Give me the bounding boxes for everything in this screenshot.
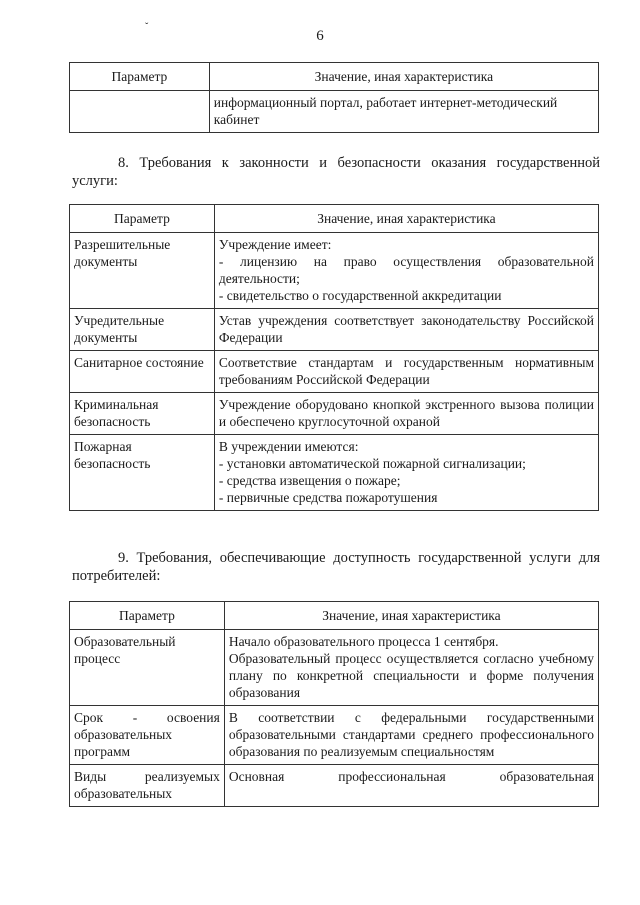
table-header-row xyxy=(70,205,599,233)
value-cell: В соответствии с федеральными государственными образовательными стандартами среднего профессионального образования по реализуемым специальностям xyxy=(224,706,598,765)
continuation-table xyxy=(69,62,599,133)
param-cell: Срок - освоения образовательных программ xyxy=(70,706,225,765)
page-number: 6 xyxy=(316,28,324,44)
table-header-row xyxy=(70,63,599,91)
param-cell xyxy=(70,91,210,133)
table-row xyxy=(70,91,599,133)
value-cell xyxy=(214,435,598,511)
param-cell: Учредительные документы xyxy=(70,309,215,351)
param-cell: Пожарная безопасность xyxy=(70,435,215,511)
table-row xyxy=(70,435,599,511)
header-param: Параметр xyxy=(70,63,210,91)
table-row xyxy=(70,765,599,807)
param-cell: Виды реализуемых образовательных xyxy=(70,765,225,807)
value-cell xyxy=(209,91,598,133)
header-param: Параметр xyxy=(70,205,215,233)
value-cell xyxy=(224,630,598,706)
header-value: Значение, иная характеристика xyxy=(214,205,598,233)
value-line: Учреждение имеет: xyxy=(218,237,332,252)
header-param: Параметр xyxy=(70,602,225,630)
value-line: - свидетельство о государственной аккредитации xyxy=(218,288,502,303)
table-row xyxy=(70,706,599,765)
value-line: - первичные средства пожаротушения xyxy=(218,490,438,505)
table-row xyxy=(70,309,599,351)
value-line: В учреждении имеются: xyxy=(218,439,359,454)
value-line: - установки автоматической пожарной сигнализации; xyxy=(218,456,526,471)
value-cell xyxy=(214,233,598,309)
value-line: Начало образовательного процесса 1 сентября. xyxy=(228,634,499,649)
table-row xyxy=(70,233,599,309)
value-cell: Устав учреждения соответствует законодательству Российской Федерации xyxy=(214,309,598,351)
value-line: кабинет xyxy=(213,112,260,127)
value-line: - лицензию на право осуществления образовательной деятельности; xyxy=(218,254,594,286)
table-row xyxy=(70,351,599,393)
param-cell: Образовательный процесс xyxy=(70,630,225,706)
table-row xyxy=(70,393,599,435)
param-cell: Разрешительные документы xyxy=(70,233,215,309)
param-cell: Санитарное состояние xyxy=(70,351,215,393)
param-cell: Криминальная безопасность xyxy=(70,393,215,435)
value-line: информационный портал, работает интернет-методический xyxy=(213,95,558,110)
table-header-row xyxy=(70,602,599,630)
section-8-table xyxy=(69,204,599,511)
section-9-table xyxy=(69,601,599,807)
stray-mark: ˇ xyxy=(145,22,149,33)
value-line: - средства извещения о пожаре; xyxy=(218,473,401,488)
value-cell: Учреждение оборудовано кнопкой экстренного вызова полиции и обеспечено круглосуточной охраной xyxy=(214,393,598,435)
value-line: Образовательный процесс осуществляется согласно учебному плану по конкретной специальности и форме получения образования xyxy=(228,651,594,700)
header-value: Значение, иная характеристика xyxy=(224,602,598,630)
value-cell: Основная профессиональная образовательная xyxy=(224,765,598,807)
header-value: Значение, иная характеристика xyxy=(209,63,598,91)
section-8-heading: 8. Требования к законности и безопасности оказания государственной услуги: xyxy=(72,155,600,189)
section-9-heading: 9. Требования, обеспечивающие доступность государственной услуги для потребителей: xyxy=(72,550,600,584)
table-row xyxy=(70,630,599,706)
value-cell: Соответствие стандартам и государственным нормативным требованиям Российской Федерации xyxy=(214,351,598,393)
